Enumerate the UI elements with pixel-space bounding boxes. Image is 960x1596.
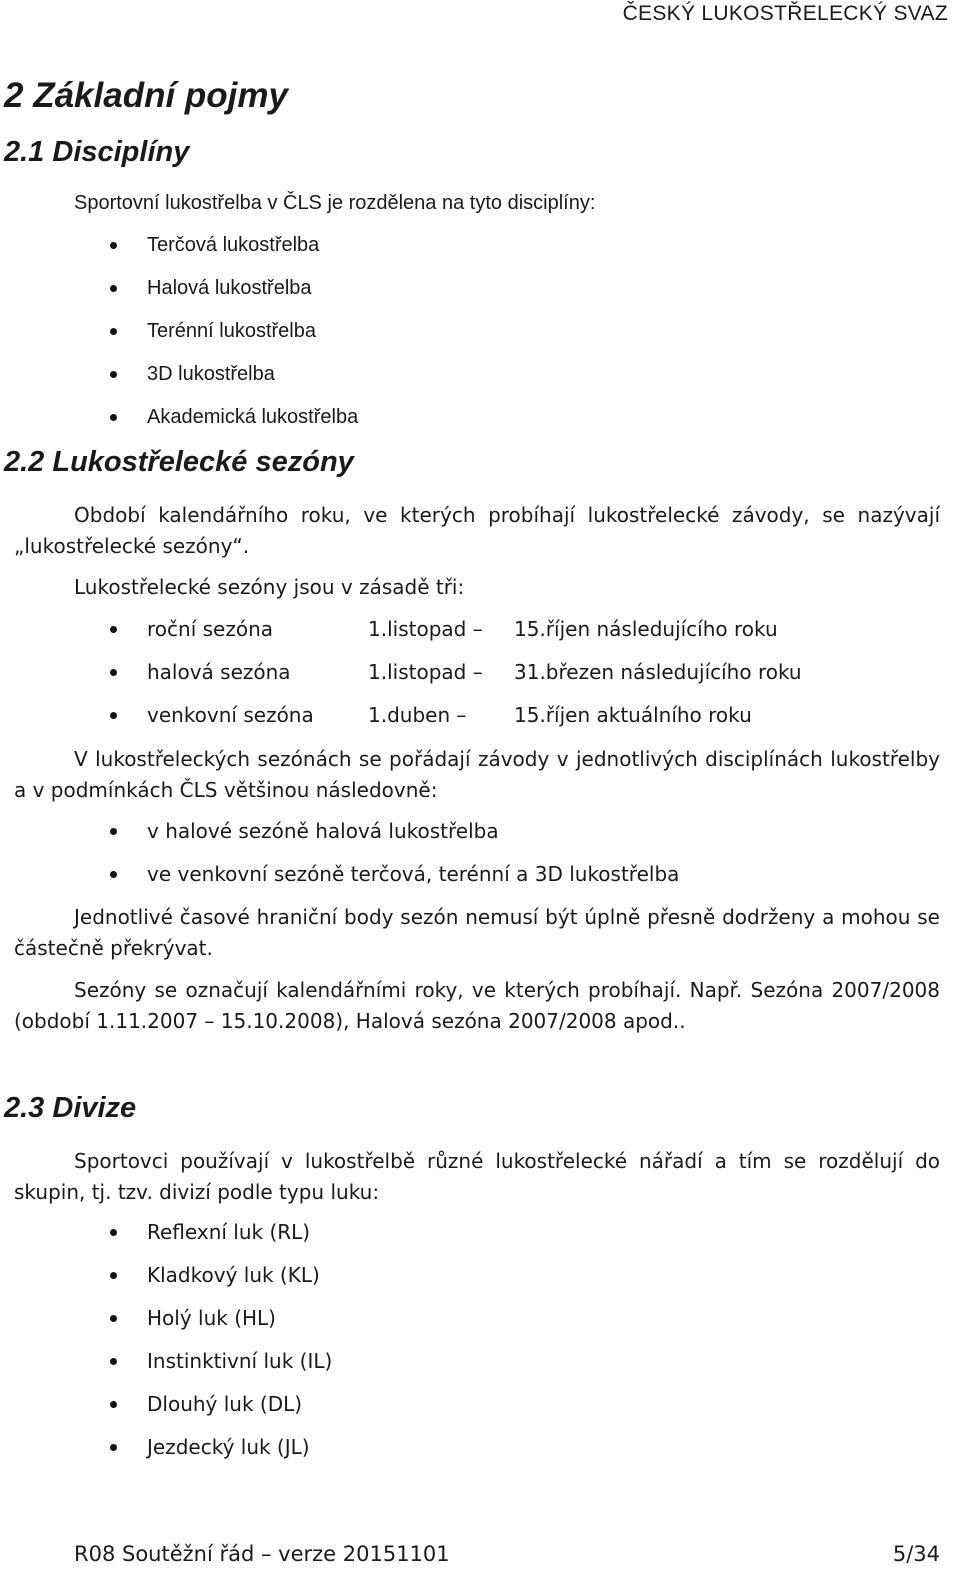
list-item: v halové sezóně halová lukostřelba: [110, 810, 679, 853]
list-item: Terénní lukostřelba: [110, 310, 358, 353]
list-item: Kladkový luk (KL): [110, 1254, 332, 1297]
season-name: halová sezóna: [147, 660, 291, 684]
season-start: 1.listopad –: [368, 660, 483, 684]
divisions-list: [110, 1211, 332, 1469]
season-disciplines-list: [110, 810, 679, 896]
seasons-paragraph-3: Jednotlivé časové hraniční body sezón nemusí být úplně přesně dodrženy a mohou se částečně překrývat.: [14, 905, 940, 960]
section-title-divisions: 2.3 Divize: [4, 1092, 137, 1124]
seasons-intro: Období kalendářního roku, ve kterých probíhají lukostřelecké závody, se nazývají „lukostřelecké sezóny“.: [14, 503, 940, 558]
season-name: roční sezóna: [147, 617, 273, 641]
seasons-paragraph-2: V lukostřeleckých sezónách se pořádají závody v jednotlivých disciplínách lukostřelby a v podmínkách ČLS většinou následovně:: [14, 747, 940, 802]
seasons-subintro: Lukostřelecké sezóny jsou v zásadě tři:: [74, 575, 465, 599]
season-start: 1.duben –: [368, 703, 467, 727]
list-item: ve venkovní sezóně terčová, terénní a 3D lukostřelba: [110, 853, 679, 896]
season-end: 15.říjen aktuálního roku: [514, 703, 752, 727]
divisions-intro: Sportovci používají v lukostřelbě různé lukostřelecké nářadí a tím se rozdělují do skupin, tj. tzv. divizí podle typu luku:: [14, 1149, 940, 1204]
list-item: Jezdecký luk (JL): [110, 1426, 332, 1469]
season-row: [110, 694, 802, 737]
season-row: [110, 608, 802, 651]
list-item: Holý luk (HL): [110, 1297, 332, 1340]
footer-document-title: R08 Soutěžní řád – verze 20151101: [74, 1542, 450, 1566]
list-item: 3D lukostřelba: [110, 353, 358, 396]
seasons-paragraph-4: Sezóny se označují kalendářními roky, ve kterých probíhají. Např. Sezóna 2007/2008 (období 1.11.2007 – 15.10.2008), Halová sezóna 2007/2008 apod..: [14, 978, 940, 1033]
list-item: Halová lukostřelba: [110, 267, 358, 310]
season-start: 1.listopad –: [368, 617, 483, 641]
disciplines-list: [110, 224, 358, 439]
list-item: Reflexní luk (RL): [110, 1211, 332, 1254]
season-end: 31.březen následujícího roku: [514, 660, 802, 684]
list-item: Instinktivní luk (IL): [110, 1340, 332, 1383]
season-end: 15.říjen následujícího roku: [514, 617, 778, 641]
disciplines-intro: Sportovní lukostřelba v ČLS je rozdělena na tyto disciplíny:: [74, 192, 596, 214]
list-item: Dlouhý luk (DL): [110, 1383, 332, 1426]
season-name: venkovní sezóna: [147, 703, 314, 727]
section-title-disciplines: 2.1 Disciplíny: [4, 136, 190, 168]
footer-page-number: 5/34: [892, 1542, 940, 1566]
season-row: [110, 651, 802, 694]
seasons-table: [110, 608, 802, 737]
page-header: ČESKÝ LUKOSTŘELECKÝ SVAZ: [622, 2, 948, 25]
list-item: Akademická lukostřelba: [110, 396, 358, 439]
list-item: Terčová lukostřelba: [110, 224, 358, 267]
chapter-title: 2 Základní pojmy: [4, 76, 288, 115]
section-title-seasons: 2.2 Lukostřelecké sezóny: [4, 446, 354, 478]
